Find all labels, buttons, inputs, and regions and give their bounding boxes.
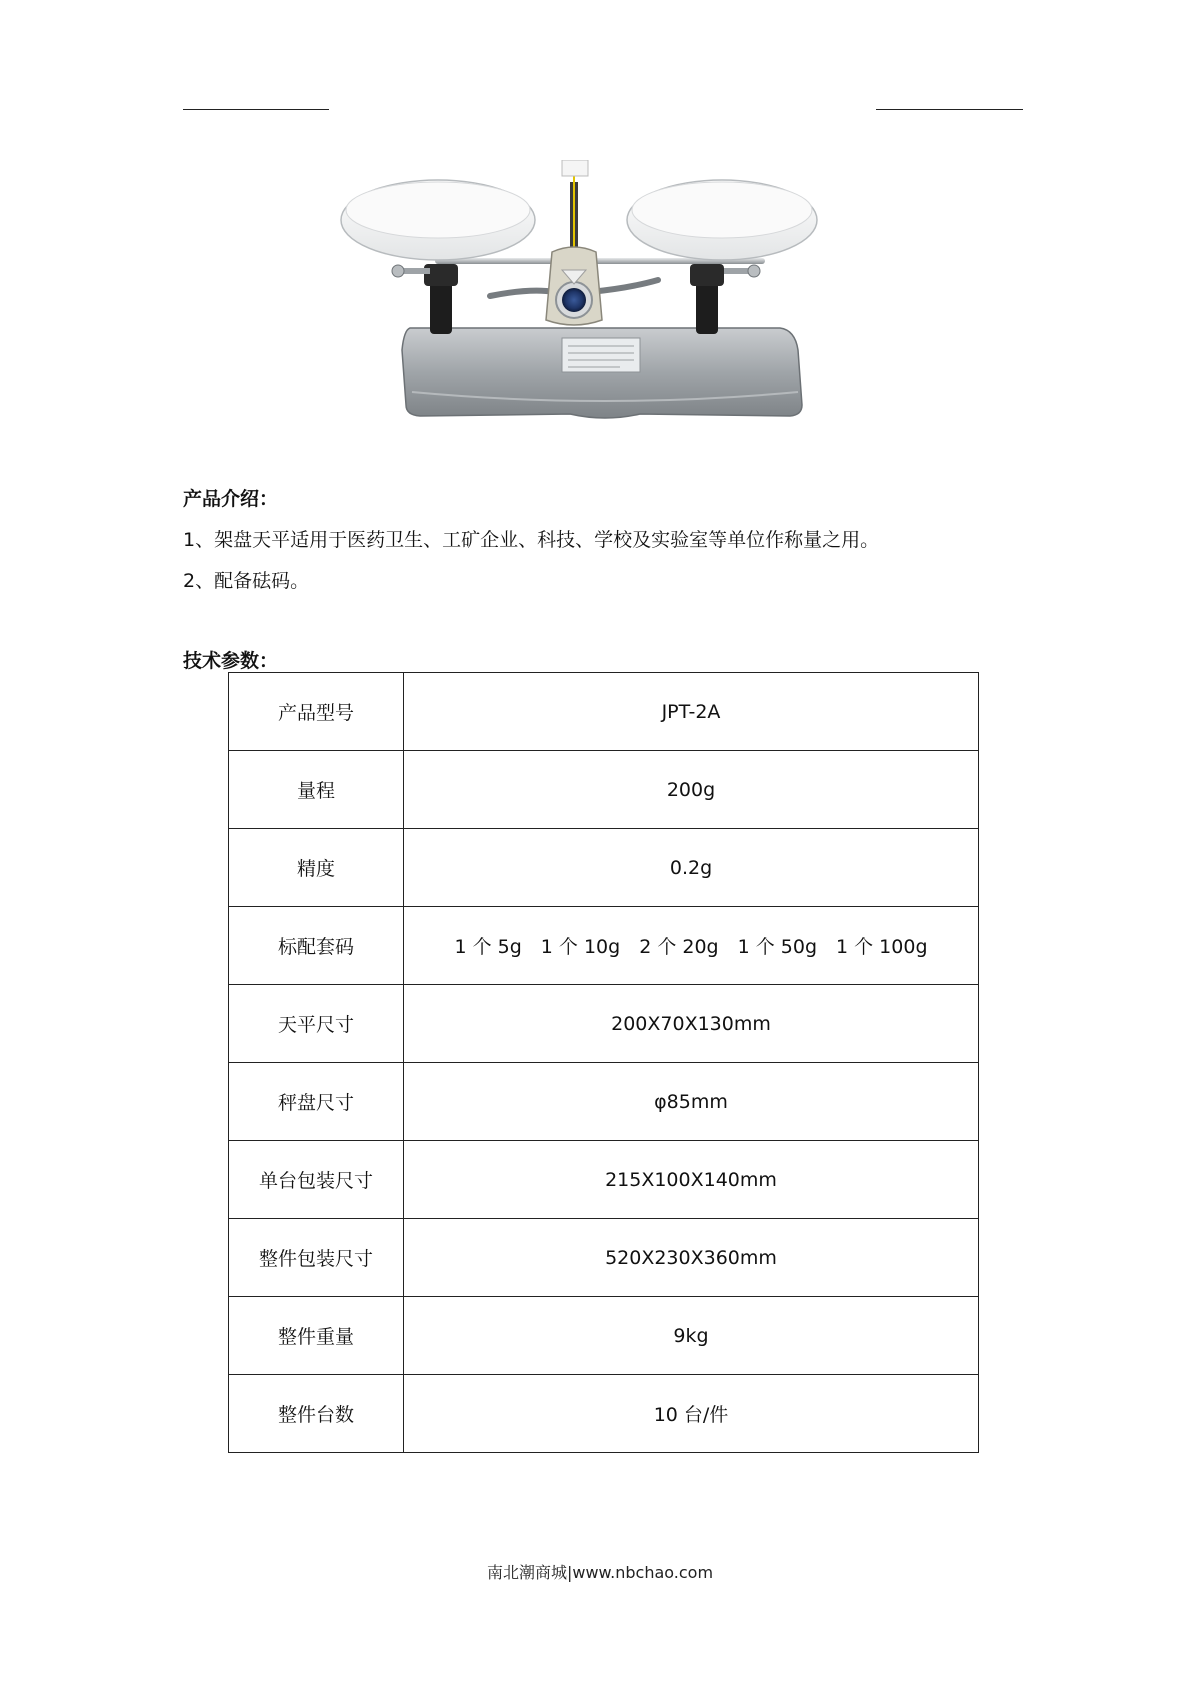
table-row (229, 907, 979, 985)
table-row (229, 1297, 979, 1375)
table-row (229, 829, 979, 907)
intro-line-2: 2、配备砝码。 (183, 570, 310, 592)
spec-value-carton-size: 520X230X360mm (404, 1219, 979, 1297)
table-row (229, 1219, 979, 1297)
spec-label-capacity: 量程 (229, 751, 404, 829)
spec-label-pan-size: 秤盘尺寸 (229, 1063, 404, 1141)
spec-value-weights: 1 个 5g 1 个 10g 2 个 20g 1 个 50g 1 个 100g (404, 907, 979, 985)
specs-heading: 技术参数： (183, 650, 279, 672)
spec-value-model: JPT-2A (404, 673, 979, 751)
spec-value-capacity: 200g (404, 751, 979, 829)
spec-table (228, 672, 979, 1453)
table-row (229, 673, 979, 751)
table-row (229, 985, 979, 1063)
spec-value-unit-package-size: 215X100X140mm (404, 1141, 979, 1219)
table-row (229, 1141, 979, 1219)
spec-label-weights: 标配套码 (229, 907, 404, 985)
table-row (229, 1375, 979, 1453)
footer-url[interactable]: www.nbchao.com (572, 1563, 714, 1582)
spec-label-carton-weight: 整件重量 (229, 1297, 404, 1375)
spec-value-pan-size: φ85mm (404, 1063, 979, 1141)
spec-value-balance-size: 200X70X130mm (404, 985, 979, 1063)
spec-value-carton-weight: 9kg (404, 1297, 979, 1375)
header-rule-left (183, 109, 329, 110)
spec-label-balance-size: 天平尺寸 (229, 985, 404, 1063)
spec-label-unit-package-size: 单台包装尺寸 (229, 1141, 404, 1219)
product-photo-pan-balance (340, 160, 870, 430)
intro-line-1: 1、架盘天平适用于医药卫生、工矿企业、科技、学校及实验室等单位作称量之用。 (183, 529, 880, 551)
footer-brand: 南北潮商城 (486, 1563, 567, 1582)
spec-label-carton-size: 整件包装尺寸 (229, 1219, 404, 1297)
table-row (229, 1063, 979, 1141)
spec-label-model: 产品型号 (229, 673, 404, 751)
spec-label-precision: 精度 (229, 829, 404, 907)
header-rule-right (876, 109, 1023, 110)
intro-heading: 产品介绍： (183, 488, 279, 510)
footer-separator: | (566, 1563, 573, 1582)
spec-value-units-per-carton: 10 台/件 (404, 1375, 979, 1453)
footer (0, 1560, 1200, 1583)
spec-label-units-per-carton: 整件台数 (229, 1375, 404, 1453)
spec-value-precision: 0.2g (404, 829, 979, 907)
table-row (229, 751, 979, 829)
